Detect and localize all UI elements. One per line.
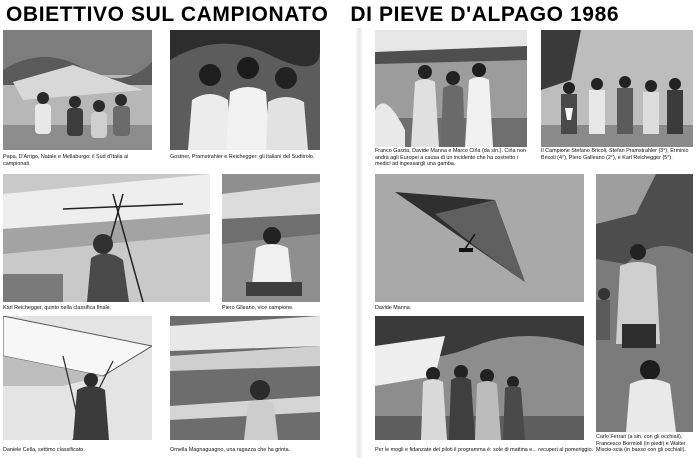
caption-daniele-cella: Daniele Cella, settimo classificato. <box>3 447 85 453</box>
caption-ornella: Ornella Magnaguagno, una ragazza che ha grinta. <box>170 447 291 453</box>
page-gutter <box>355 28 363 458</box>
photo-davide-manna-flying <box>375 174 584 302</box>
photo-sudtirol-pilots <box>170 30 320 150</box>
photo-garzia-manna-cirla <box>375 30 527 147</box>
photo-southern-pilots <box>3 30 152 150</box>
headline-left: OBIETTIVO SUL CAMPIONATO <box>6 3 329 26</box>
photo-ferrari-bormioli-miscioscia <box>596 174 693 432</box>
caption-ferrari-bormioli-miscioscia: Carlo Ferrari (a sin. con gli occhiali), Francesco Bormioli (in piedi) e Walter Miscio-scia (in basso con gli occhiali). <box>596 434 686 454</box>
photo-piero-galleano <box>222 174 320 302</box>
photo-daniele-cella <box>3 316 152 440</box>
photo-champions-podium <box>541 30 693 147</box>
caption-champions-podium: Il Campione Stefano Bricoli, Stefan Pramstrahler (3°), Erminio Bricoli (4°), Piero Galleano (2°), e Karl Reichegger (5°). <box>541 148 689 161</box>
caption-sudtirol-pilots: Gostner, Pramstrahler e Reichegger: gli italiani del Sudtirolo. <box>170 154 315 160</box>
caption-karl-reichegger: Karl Reichegger, quinto nella classifica finale. <box>3 305 112 311</box>
photo-ornella-magnaguagno <box>170 316 320 440</box>
headline-right: DI PIEVE D'ALPAGO 1986 <box>350 3 620 26</box>
caption-garzia-manna-cirla: Franco Garzia, Davide Manna e Marco Cirla (da sin.). Cirla non andrà agli Europei a causa di un incidente che ha costretto i medici ad ingessargli una gamba. <box>375 148 526 168</box>
caption-davide-manna: Davide Manna. <box>375 305 412 311</box>
photo-karl-reichegger <box>3 174 210 302</box>
caption-wives-girlfriends: Per le mogli e fidanzate dei piloti il programma è: sole di mattina e... recuperi al pomeriggio. <box>375 447 594 453</box>
page-headline <box>6 3 696 27</box>
photo-wives-girlfriends <box>375 316 584 440</box>
caption-piero-galleano: Piero Glleano, vice campione. <box>222 305 294 311</box>
caption-southern-pilots: Papa, D'Arrigo, Natale e Mellaburgo: il Sud d'Italia ai campionati. <box>3 154 129 167</box>
